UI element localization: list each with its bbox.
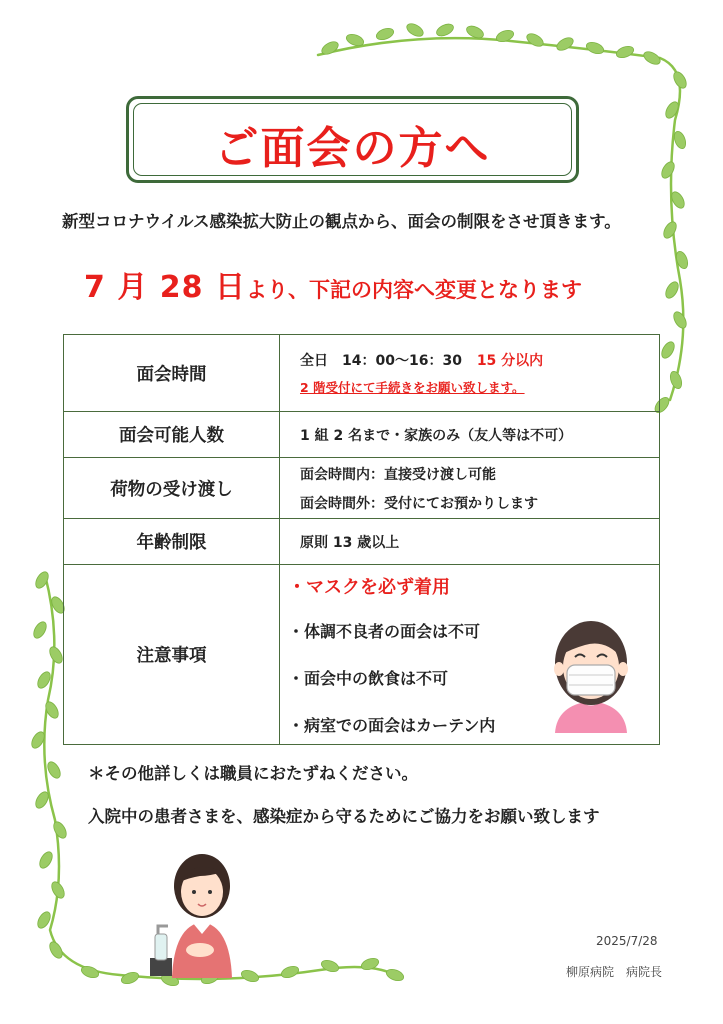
leaf (465, 24, 486, 41)
change-date: 7 月 28 日 (84, 270, 246, 305)
leaf (47, 940, 65, 961)
age-label: 年齢制限 (64, 519, 280, 565)
leaf (345, 32, 365, 48)
note-unwell: ・体調不良者の面会は不可 (288, 622, 481, 641)
change-text: より、下記の内容へ変更となります (245, 278, 582, 302)
visit-limit: 15 分以内 (476, 353, 544, 369)
masked-person-illustration (545, 605, 637, 735)
leaf (525, 31, 546, 49)
visitor-count-value: 1 組 2 名まで・家族のみ（友人等は不可） (280, 412, 660, 458)
leaf (405, 21, 426, 39)
visit-hours: 全日 14：00～16：30 (300, 353, 462, 369)
notes-value (280, 565, 660, 745)
leaf (35, 910, 53, 931)
table-row (64, 335, 660, 412)
leaf (360, 956, 380, 972)
leaf (320, 958, 340, 974)
page-title: ご面会の方へ (214, 123, 491, 174)
leaf (385, 967, 405, 983)
luggage-during: 面会時間内：直接受け渡し可能 (300, 466, 496, 483)
leaf (37, 850, 55, 871)
leaf (659, 340, 677, 361)
note-eating: ・面会中の飲食は不可 (288, 669, 449, 688)
title-frame (126, 96, 579, 183)
leaf (585, 40, 605, 56)
intro-text: 新型コロナウイルス感染拡大防止の観点から、面会の制限をさせ頂きます。 (62, 212, 621, 231)
leaf (671, 310, 689, 331)
visit-time-label: 面会時間 (64, 335, 280, 412)
change-notice (84, 262, 684, 306)
luggage-label: 荷物の受け渡し (64, 458, 280, 519)
leaf (51, 820, 69, 841)
leaf (642, 49, 663, 67)
leaf (280, 964, 300, 980)
leaf (615, 44, 635, 60)
leaf (672, 130, 688, 150)
date: 2025/7/28 (596, 934, 658, 948)
leaf (80, 964, 100, 980)
notes-label: 注意事項 (64, 565, 280, 745)
note-curtain: ・病室での面会はカーテン内 (288, 716, 496, 735)
leaf (31, 620, 49, 641)
leaf (435, 22, 456, 39)
leaf (375, 26, 395, 42)
leaf (49, 880, 67, 901)
visitor-count-label: 面会可能人数 (64, 412, 280, 458)
leaf (671, 70, 689, 91)
leaf (33, 790, 51, 811)
rules-table (63, 334, 660, 745)
visit-time-value (280, 335, 660, 412)
leaf (663, 100, 681, 121)
leaf (29, 730, 47, 751)
leaf (320, 39, 341, 57)
table-row (64, 519, 660, 565)
leaf (555, 35, 576, 53)
age-value: 原則 13 歳以上 (280, 519, 660, 565)
reception-note: 2 階受付にて手続きをお願い致します。 (300, 380, 525, 395)
leaf (661, 220, 679, 241)
leaf (240, 968, 260, 984)
leaf (120, 970, 140, 986)
luggage-outside: 面会時間外：受付にてお預かりします (300, 495, 538, 512)
table-row (64, 458, 660, 519)
leaf (35, 670, 53, 691)
footnote: ＊その他詳しくは職員におたずねください。 (88, 764, 418, 783)
leaf (668, 370, 684, 390)
signature: 柳原病院 病院長 (566, 965, 663, 979)
leaf (33, 570, 51, 591)
leaf (495, 28, 515, 44)
handwashing-illustration (140, 850, 240, 980)
note-mask: ・マスクを必ず着用 (288, 577, 450, 598)
leaf (659, 160, 677, 181)
leaf (43, 700, 61, 721)
table-row (64, 412, 660, 458)
leaf (45, 760, 63, 781)
table-row (64, 565, 660, 745)
luggage-value (280, 458, 660, 519)
leaf (669, 190, 687, 211)
cooperation-request: 入院中の患者さまを、感染症から守るためにご協力をお願い致します (88, 807, 600, 826)
